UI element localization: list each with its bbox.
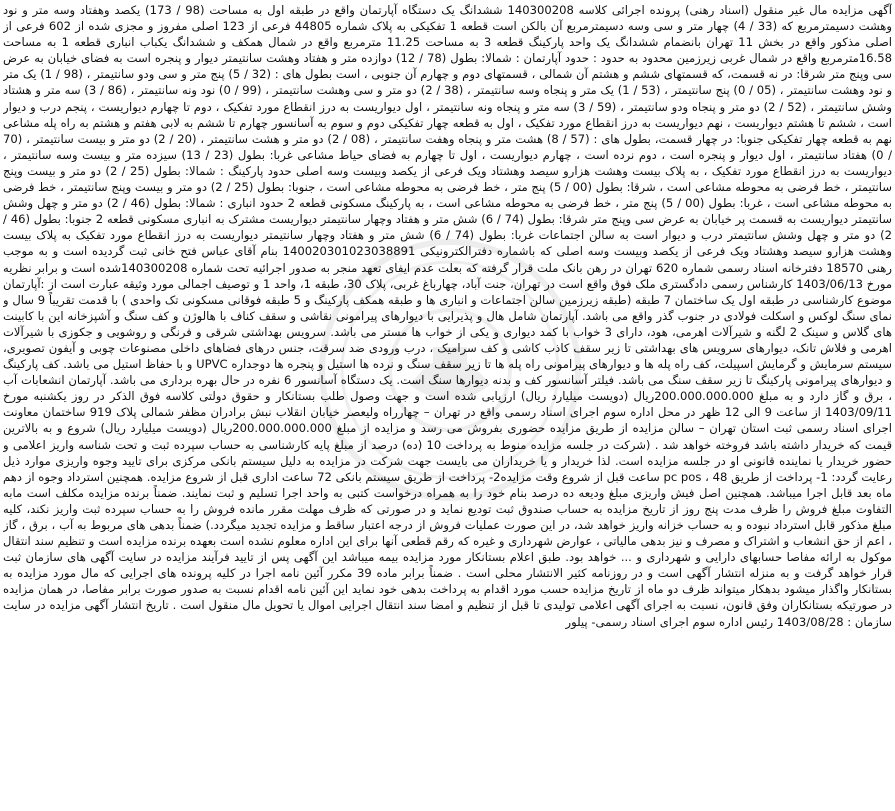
notice-body: آگهی مزایده مال غیر منقول (اسناد رهنی) پرونده اجرائی کلاسه 140300208 ششدانگ یک دستگاه آپارتمان واقع در طبقه اول به مساحت (98 / 173) یکصد وهفتاد وسه متر و نود وهشت دسیمترمربع که (33 / 4) چهار متر و سی وسه دسیمترمربع آن بالکن است قطعه 1 تفکیکی به پلاک شماره 44805 فرعی از 123 اصلی مفروز و مجزی شده از 602 فرعی از اصلی مذکور واقع در بخش 11 تهران بانضمام ششدانگ یک واحد پارکینگ قطعه 3 به مساحت 11.25 مترمربع واقع در شمال همکف و ششدانگ یکباب انباری قطعه 1 به مساحت 16.58مترمربع واقع در شمال غربی زیرزمین محدود به حدود : حدود آپارتمان : شمالا: بطول (78 / 12) دوازده متر و هفتاد وهشت سانتیمتر دیوار و پنجره است به فضای خیابان به عرض سی وپنج متر شرقا: در نه قسمت، که قسمتهای ششم و هشتم آن شمالی ، قسمتهای دوم و چهارم آن جنوبی ، است بطول های : (32 / 5) پنج متر و سی ودو سانتیمتر ، (98 / 1) یک متر و نود وهشت سانتیمتر ، (05 / 0) پنج سانتیمتر ، (53 / 1) یک متر و پنجاه وسه سانتیمتر ، (38 / 2) دو متر و سی وهشت سانتیمتر ، (99 / 0) نود ونه سانتیمتر ، (86 / 3) سه متر و هشتاد وشش سانتیمتر ، (52 / 2) دو متر و پنجاه ودو سانتیمتر ، (59 / 3) سه متر و پنجاه ونه سانتیمتر ، اول دیواریست به درز انقطاع مورد تفکیک ، دوم تا چهارم دیواریست ، پنجم درب و دیوار است ، ششم تا هشتم دیواریست ، نهم دیواریست به درز انقطاع مورد تفکیک ، اول به قطعه چهار تفکیکی دوم و سوم به آسانسور چهارم تا ششم به لابی هفتم و هشتم به راه پله مشاعی نهم به قطعه چهار تفکیکی جنوبا: در چهار قسمت، بطول های : (57 / 8) هشت متر و پنجاه وهفت سانتیمتر ، (08 / 2) دو متر و هشت سانتیمتر ، (20 / 2) دو متر و بیست سانتیمتر ، (70 / 0) هفتاد سانتیمتر ، اول دیوار و پنجره است ، دوم نرده است ، چهارم دیواریست ، اول تا چهارم به فضای حیاط مشاعی غربا: بطول (23 / 13) سیزده متر و بیست وسه سانتیمتر ، دیواریست به درز انقطاع مورد تفکیک ، به پلاک بیست وهشت هزارو سیصد وهشتاد ویک فرعی از یکصد وبیست وسه اصلی حدود پارکینگ : شمالا: بطول (25 / 2) دو متر و بیست وپنج سانتیمتر ، خط فرضی به محوطه مشاعی است ، شرقا: بطول (00 / 5) پنج متر ، خط فرضی به محوطه مشاعی است ، جنوبا: بطول (25 / 2) دو متر و بیست وپنج سانتیمتر ، خط فرضی به محوطه مشاعی است ، غربا: بطول (00 / 5) پنج متر ، خط فرضی به محوطه مشاعی است ، به پارکینگ مسکونی قطعه 2 حدود انباری : شمالا: بطول (46 / 2) دو متر و چهل وشش سانتیمتر دیواریست به قسمت پر خیابان به عرض سی وپنج متر شرقا: بطول (74 / 6) شش متر و هفتاد وچهار سانتیمتر دیواریست مشترک به انباری مسکونی قطعه 2 جنوبا: بطول (46 / 2) دو متر و چهل وشش سانتیمتر درب و دیوار است به سالن اجتماعات غربا: بطول (74 / 6) شش متر و هفتاد وچهار سانتیمتر دیواریست به درز انقطاع مورد تفکیک به پلاک بیست وهشت هزارو سیصد وهشتاد ویک فرعی از یکصد وبیست وسه اصلی که باشماره دفترالکترونیکی 140020301023038891 بنام آقای عباس فتح خانی ثبت گردیده است و به موجب رهنی 18570 دفترخانه اسناد رسمی شماره 620 تهران در رهن بانک ملت قرار گرفته که بعلت عدم ایفای تعهد منجر به صدور اجرائیه تحت شماره 140300208شده است و برابر نظریه مورخ 1403/06/13 کارشناس رسمی دادگستری ملک فوق واقع است در تهران، جنت آباد، چهارباغ غربی، پلاک 30، طبقه 1، واحد 1 و توصیف اجمالی مورد وثیقه عبارت است از :آپارتمان موضوع کارشناسی در طبقه اول یک ساختمان 7 طبقه (طبقه زیرزمین سالن اجتماعات و انباری ها و طبقه همکف پارکینگ و 5 طبقه فوقانی مسکونی تک واحدی ) با قدمت تقریباً 9 سال و نمای سنگ لوکس و اسکلت فولادی در جنوب گذر واقع می باشد. آپارتمان شامل هال و پذیرایی با دیوارهای پیرامونی نقاشی و سقف کناف با هالوژن و کف سنگ و آشپزخانه این با کابینت های گلاس و سینک 2 لگنه و شیرآلات اهرمی، هود، دارای 3 خواب با کمد دیواری و یکی از خواب ها مستر می باشد. سرویس بهداشتی شرقی و فرنگی و روشویی و جکوزی با شیرآلات اهرمی و فلاش تانک، دیوارهای سرویس های بهداشتی تا زیر سقف کاذب کاشی و کف سرامیک ، درب ورودی ضد سرقت، جنس درهای فضاهای داخلی مصنوعات چوبی و آیفون تصویری، سیستم سرمایش و گرمایش اسپیلت، کف راه پله ها و دیوارهای پیرامونی راه پله ها تا زیر سقف سنگ و نرده ها استیل و پنجره ها دوجداره UPVC و با حفاظ استیل می باشد. کف پارکینگ و دیوارهای پیرامونی پارکینگ تا زیر سقف سنگ می باشد. فیلتر آسانسور کف و بدنه دیوارها سنگ است. یک دستگاه آسانسور 6 نفره در حال بهره برداری می باشد. آپارتمان انشعابات آب ، برق و گاز دارد و به مبلغ 200.000.000.000ریال (دویست میلیارد ریال) ارزیابی شده است و جهت وصول طلب بستانکار و حقوق دولتی کلاسه فوق الذکر در روز یکشنبه مورخ 1403/09/11 از ساعت 9 الی 12 ظهر در محل اداره سوم اجرای اسناد رسمی واقع در تهران – چهارراه ولیعصر خیابان انقلاب نبش برادران مظفر شمالی پلاک 919 ساختمان معاونت اجرای اسناد رسمی ثبت استان تهران – سالن مزایده از طریق مزایده حضوری بفروش می رسد و مزایده از مبلغ 200.000.000.000ریال (دویست میلیارد ریال) شروع و به بالاترین قیمت که خریدار داشته باشد فروخته خواهد شد . (شرکت در جلسه مزایده منوط به پرداخت 10 (ده) درصد از مبلغ پایه کارشناسی به حساب سپرده ثبت و تحت شناسه واریز اعلامی و حضور خریدار یا نماینده قانونی او در جلسه مزایده است. لذا خریدار و یا خریداران می بایست جهت شرکت در مزایده به دلیل سیستم بانکی مرکزی برای تایید وجوه واریزی موارد ذیل رعایت گردد: 1- پرداخت از طریق pc pos ، 48 ساعت قبل از شروع وقت مزایده2- پرداخت از طریق سیستم بانکی 72 ساعت اداری قبل از شروع مزایده. همچنین استرداد وجوه از دهم ماه بعد قابل اجرا میباشد. همچنین اصل فیش واریزی مبلغ ودیعه ده درصد بنام خود را به همراه درخواست کتبی به واحد اجرا تسلیم و ثبت نمایند. ضمناً برنده مزایده مکلف است مابه التفاوت مبلغ فروش را ظرف مدت پنج روز از تاریخ مزایده به حساب صندوق ثبت تودیع نماید و در صورتی که ظرف مهلت مقرر مانده فروش را به حساب سپرده ثبت واریز نکند، کلیه مبلغ مذکور قابل استرداد نبوده و به حساب خزانه واریز خواهد شد، در این صورت عملیات فروش از درجه اعتبار ساقط و مزایده تجدید میگردد.) ضمناً بدهی های مربوط به آب ، برق ، گاز ، اعم از حق انشعاب و اشتراک و مصرف و نیز بدهی مالیاتی ، عوارض شهرداری و غیره که رقم قطعی آنها برای این اداره معلوم نشده است بعهده برنده مزایده است و تنظیم سند انتقال موکول به ارائه مفاصا حسابهای دارایی و شهرداری و ... خواهد بود. طبق اعلام بستانکار مورد مزایده بیمه میباشد این آگهی پس از تایید فرآیند مزایده در سایت آگهی های سازمان ثبت قرار خواهد گرفت و به منزله انتشار آگهی است و در روزنامه کثیر الانتشار محلی است . ضمناً برابر ماده 39 مکرر آئین نامه اجرا در کلیه پرونده های اجرایی که مال مورد مزایده به بستانکار واگذار میشود بدهکار میتواند ظرف دو ماه از تاریخ مزایده حسب مورد اقدام به پرداخت بدهی خود نماید این آئین نامه اقدام نسبت به صدور صورت برابر مفاصا، در همان مزایده در صورتیکه بستانکاران وفق قانون، نسبت به اجرای آگهی اعلامی تولیدی تا قبل از تنظیم و امضا سند انتقال اجرایی اموال یا تحویل مال منقول است . تاریخ انتشار آگهی مزایده در سایت سازمان : 1403/08/28 رئیس اداره سوم اجرای اسناد رسمی- [3, 3, 892, 629]
auction-notice-text [3, 2, 892, 808]
notice-signature: پیلور [565, 614, 588, 629]
